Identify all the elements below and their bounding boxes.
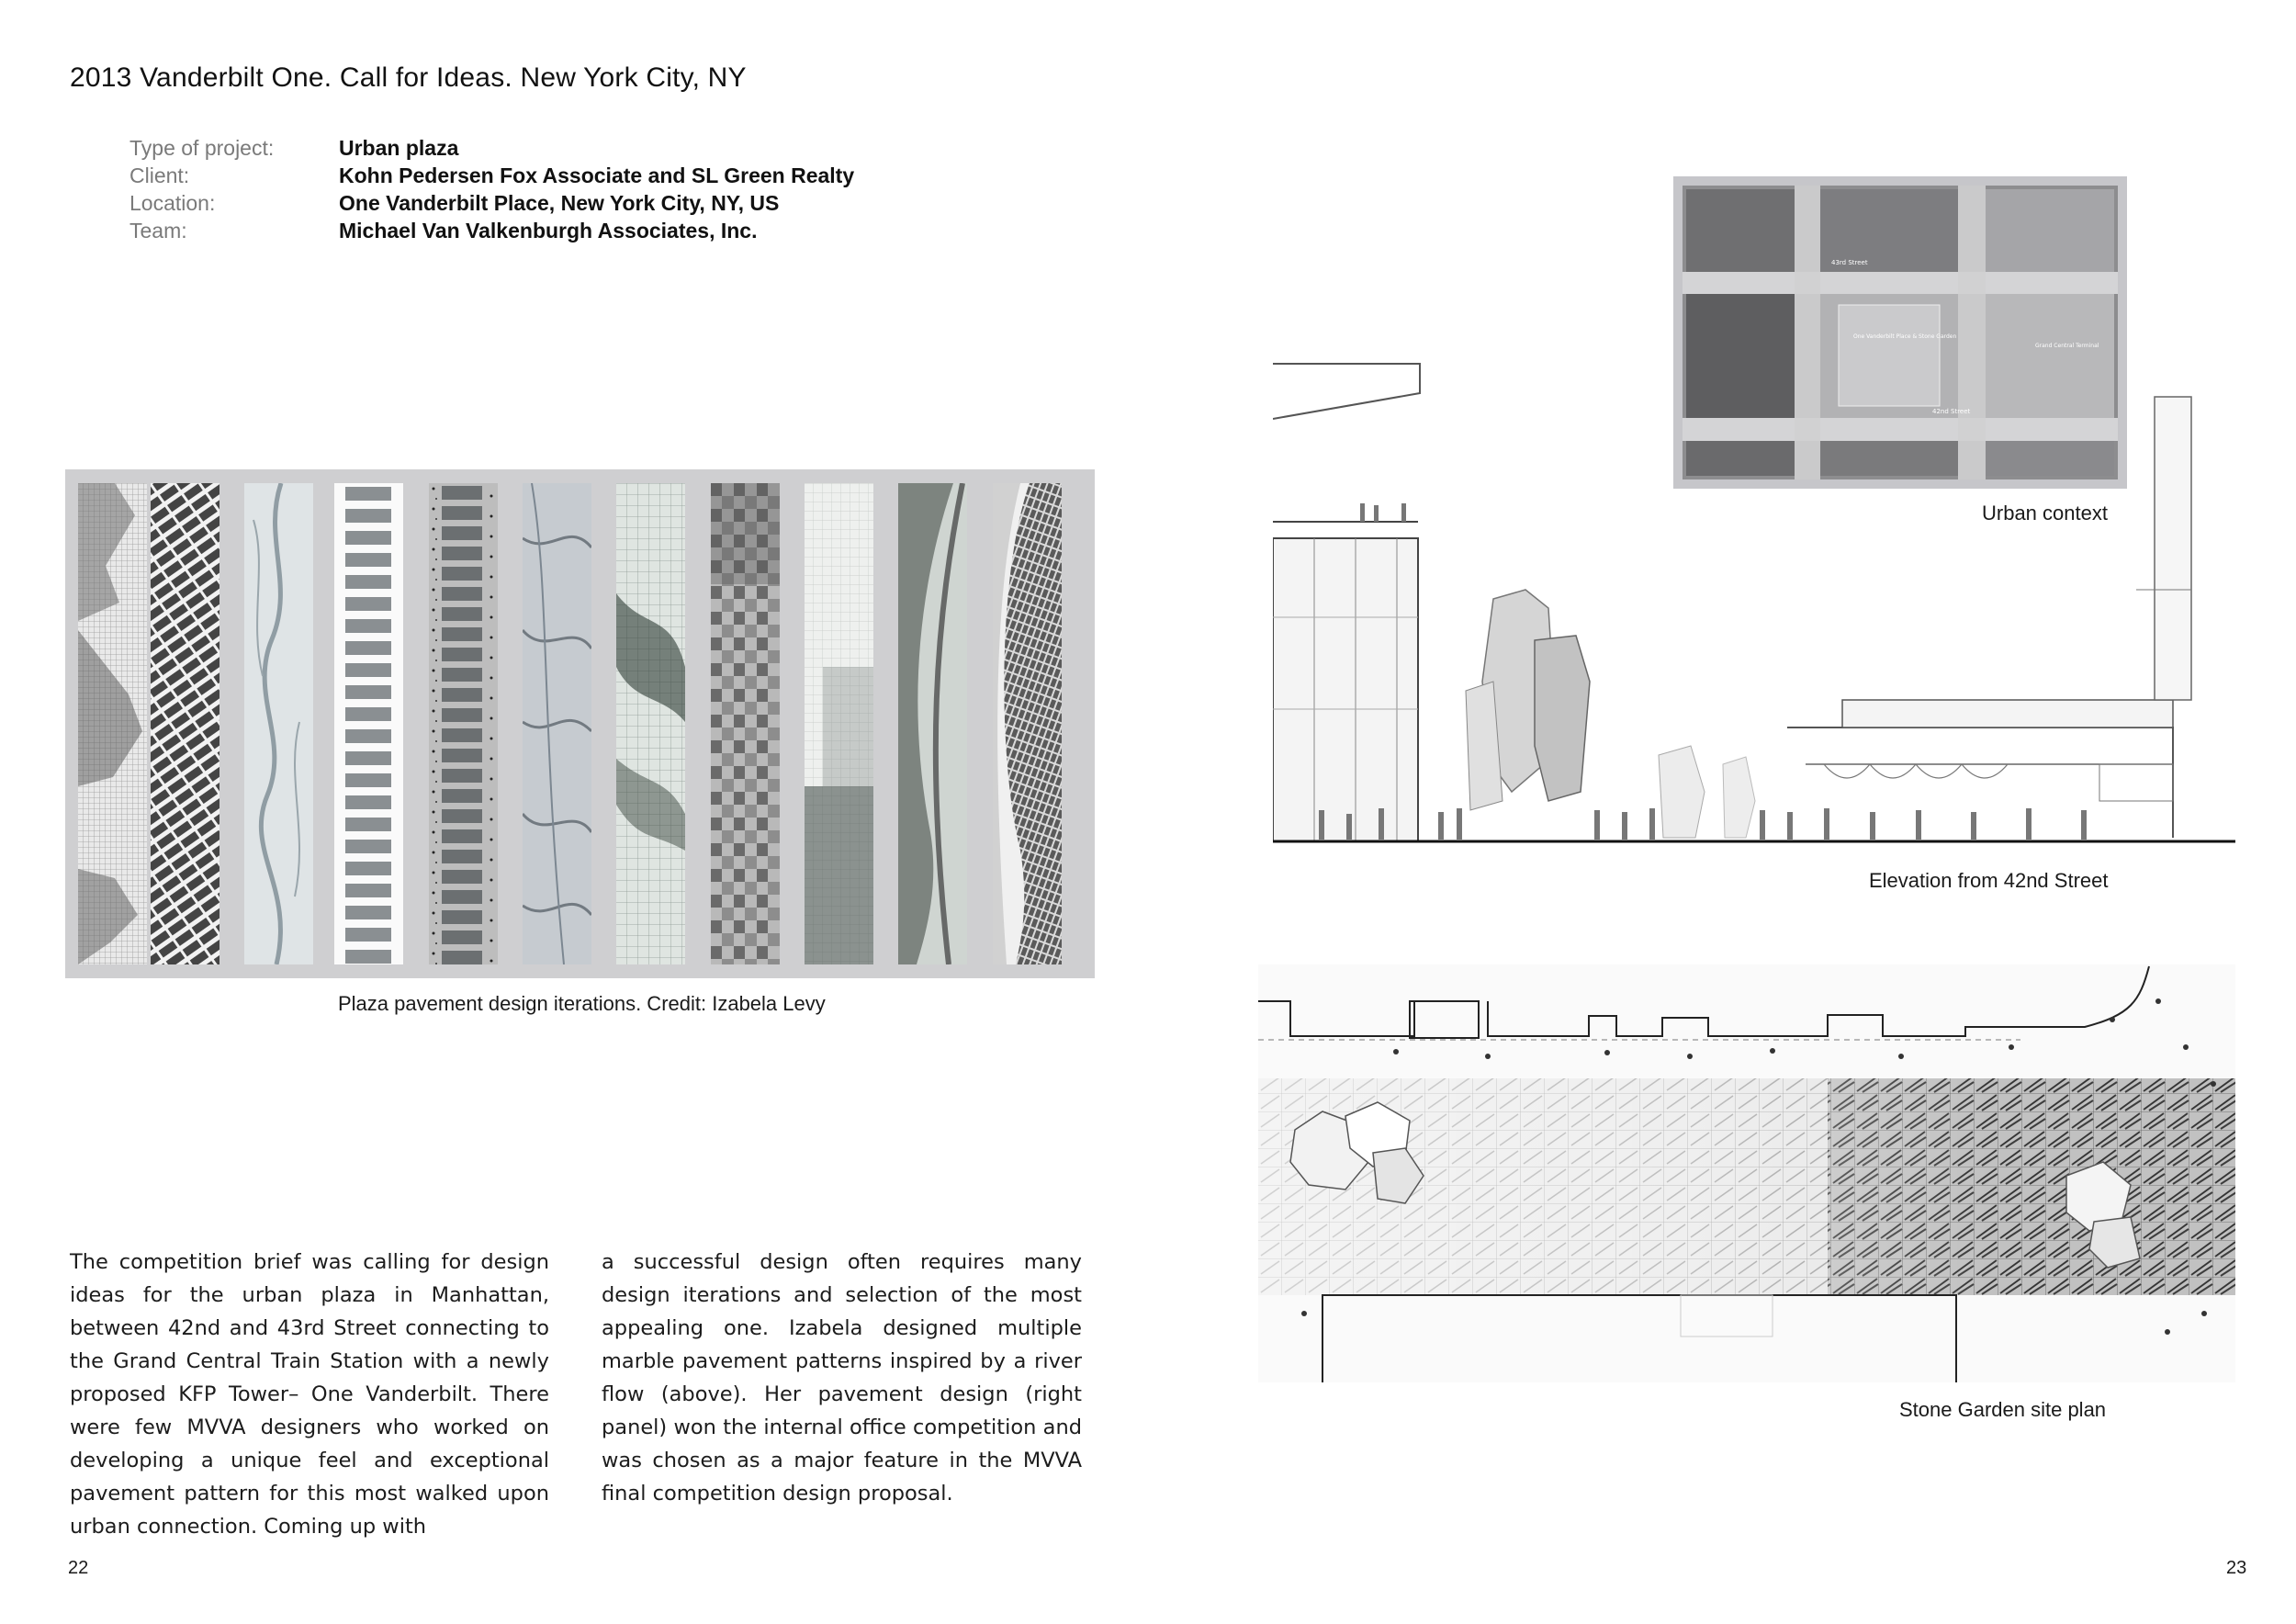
map-label-42nd: 42nd Street [1932, 408, 1971, 415]
meta-label-client: Client: [129, 164, 190, 187]
body-text-column-2: a successful design often requires many design iterations and selection of the most appealing one. Izabela designed multiple marble pavement patterns inspired by a river flow (above). Her pavement design (right panel) won the internal office competition and was chosen as a major feature in the MVVA final competition design proposal. [602, 1250, 1082, 1506]
meta-value-client: Kohn Pedersen Fox Associate and SL Green Realty [339, 164, 855, 187]
site-plan-caption: Stone Garden site plan [1899, 1398, 2107, 1421]
stone-garden-site-plan [1258, 964, 2235, 1382]
meta-label-type: Type of project: [129, 136, 275, 160]
meta-value-location: One Vanderbilt Place, New York City, NY, US [339, 191, 780, 215]
pavement-iterations-figure [65, 469, 1095, 978]
pavement-strip-1 [78, 483, 147, 964]
page-number-right: 23 [2226, 1558, 2247, 1578]
meta-value-team: Michael Van Valkenburgh Associates, Inc. [339, 219, 758, 242]
pavement-strip-9 [805, 483, 873, 964]
urban-context-map [1673, 176, 2127, 489]
page-title: 2013 Vanderbilt One. Call for Ideas. New York City, NY [70, 62, 747, 93]
pavement-strip-10 [898, 483, 967, 964]
pavement-strip-4 [334, 483, 403, 964]
pavement-strip-5 [429, 483, 498, 964]
pavement-strip-6 [523, 483, 591, 964]
map-label-43rd: 43rd Street [1831, 259, 1868, 266]
page-number-left: 22 [68, 1558, 89, 1578]
pavement-strip-7 [616, 483, 685, 964]
body-text-column-1: The competition brief was calling for design ideas for the urban plaza in Manhattan, between 42nd and 43rd Street connecting to the Grand Central Train Station with a newly proposed KFP Tower– One Vanderbilt. There were few MVVA designers who worked on developing a unique feel and exceptional pavement pattern for this most walked upon urban connection. Coming up with [70, 1250, 549, 1539]
meta-value-type: Urban plaza [339, 136, 459, 160]
meta-label-team: Team: [129, 219, 187, 242]
pavement-strip-3 [244, 483, 313, 964]
pavement-strip-11-selected [993, 483, 1062, 964]
meta-label-location: Location: [129, 191, 216, 215]
elevation-caption: Elevation from 42nd Street [1869, 869, 2109, 892]
urban-context-caption: Urban context [1982, 502, 2108, 524]
pavement-caption: Plaza pavement design iterations. Credit: Izabela Levy [338, 992, 826, 1015]
map-label-site: One Vanderbilt Place & Stone Garden [1853, 333, 1957, 340]
pavement-strip-2 [151, 483, 219, 964]
map-label-terminal: Grand Central Terminal [2035, 343, 2099, 349]
pavement-strip-8 [711, 483, 780, 964]
